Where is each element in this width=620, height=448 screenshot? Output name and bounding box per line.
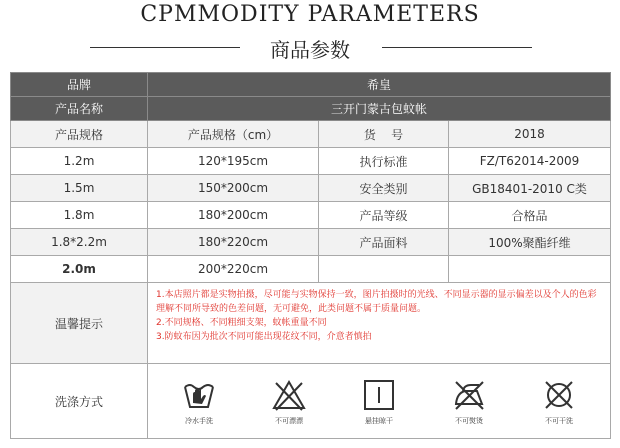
spec-key: 安全类别	[319, 175, 449, 202]
brand-value: 希皇	[148, 73, 611, 97]
spec-dims: 产品规格（cm）	[148, 121, 319, 148]
spec-key: 执行标准	[319, 148, 449, 175]
spec-key: 产品等级	[319, 202, 449, 229]
wash-item	[440, 377, 498, 426]
spec-size: 1.2m	[11, 148, 148, 175]
spec-row	[11, 148, 611, 175]
note-line: 3.防蚊布因为批次不同可能出现花纹不同，介意者慎拍	[156, 332, 372, 342]
spec-row	[11, 256, 611, 283]
spec-size: 1.8*2.2m	[11, 229, 148, 256]
wash-item	[170, 377, 228, 426]
no-dry-clean-icon	[541, 377, 577, 413]
wash-caption: 冷水手洗	[185, 416, 213, 425]
wash-caption: 不可干洗	[545, 416, 573, 425]
wash-row	[11, 364, 611, 439]
note-line: 1.本店照片都是实物拍摄，尽可能与实物保持一致，图片拍摄时的光线、不同显示器的显示偏差以及个人的色彩理解不同所导致的色差问题，无可避免，此类问题不属于质量问题。	[156, 290, 597, 314]
title-row	[0, 34, 620, 62]
spec-key: 货 号	[319, 121, 449, 148]
spec-size: 1.5m	[11, 175, 148, 202]
product-name-label: 产品名称	[11, 97, 148, 121]
spec-value: GB18401-2010 C类	[449, 175, 611, 202]
parameters-table	[10, 72, 611, 439]
spec-key: 产品面料	[319, 229, 449, 256]
spec-size: 2.0m	[11, 256, 148, 283]
spec-size: 产品规格	[11, 121, 148, 148]
hand-wash-icon	[181, 377, 217, 413]
notes-content	[148, 283, 611, 364]
wash-caption: 不可漂漂	[275, 416, 303, 425]
spec-row	[11, 202, 611, 229]
spec-size: 1.8m	[11, 202, 148, 229]
spec-dims: 180*200cm	[148, 202, 319, 229]
hang-dry-icon	[361, 377, 397, 413]
spec-value: FZ/T62014-2009	[449, 148, 611, 175]
spec-value: 2018	[449, 121, 611, 148]
spec-value: 合格品	[449, 202, 611, 229]
product-name-value: 三开门蒙古包蚊帐	[148, 97, 611, 121]
spec-dims: 120*195cm	[148, 148, 319, 175]
wash-item	[530, 377, 588, 426]
wash-item	[350, 377, 408, 426]
title-en: CPMMODITY PARAMETERS	[140, 2, 480, 27]
wash-item	[260, 377, 318, 426]
spec-row	[11, 175, 611, 202]
spec-dims: 200*220cm	[148, 256, 319, 283]
spec-row	[11, 121, 611, 148]
wash-caption: 悬挂晾干	[365, 416, 393, 425]
notes-label: 温馨提示	[11, 283, 148, 364]
spec-value	[449, 256, 611, 283]
wash-icons	[148, 364, 611, 439]
spec-value: 100%聚酯纤维	[449, 229, 611, 256]
note-line: 2.不同规格、不同粗细支架，蚊帐重量不同	[156, 318, 327, 328]
no-bleach-icon	[271, 377, 307, 413]
brand-row	[11, 73, 611, 97]
notes-row	[11, 283, 611, 364]
wash-label: 洗涤方式	[11, 364, 148, 439]
spec-key	[319, 256, 449, 283]
spec-row	[11, 229, 611, 256]
spec-dims: 180*220cm	[148, 229, 319, 256]
title-rule-right	[382, 47, 532, 48]
spec-dims: 150*200cm	[148, 175, 319, 202]
no-iron-icon	[451, 377, 487, 413]
wash-caption: 不可熨烫	[455, 416, 483, 425]
product-name-row	[11, 97, 611, 121]
title-cn: 商品参数	[270, 38, 350, 62]
brand-label: 品牌	[11, 73, 148, 97]
